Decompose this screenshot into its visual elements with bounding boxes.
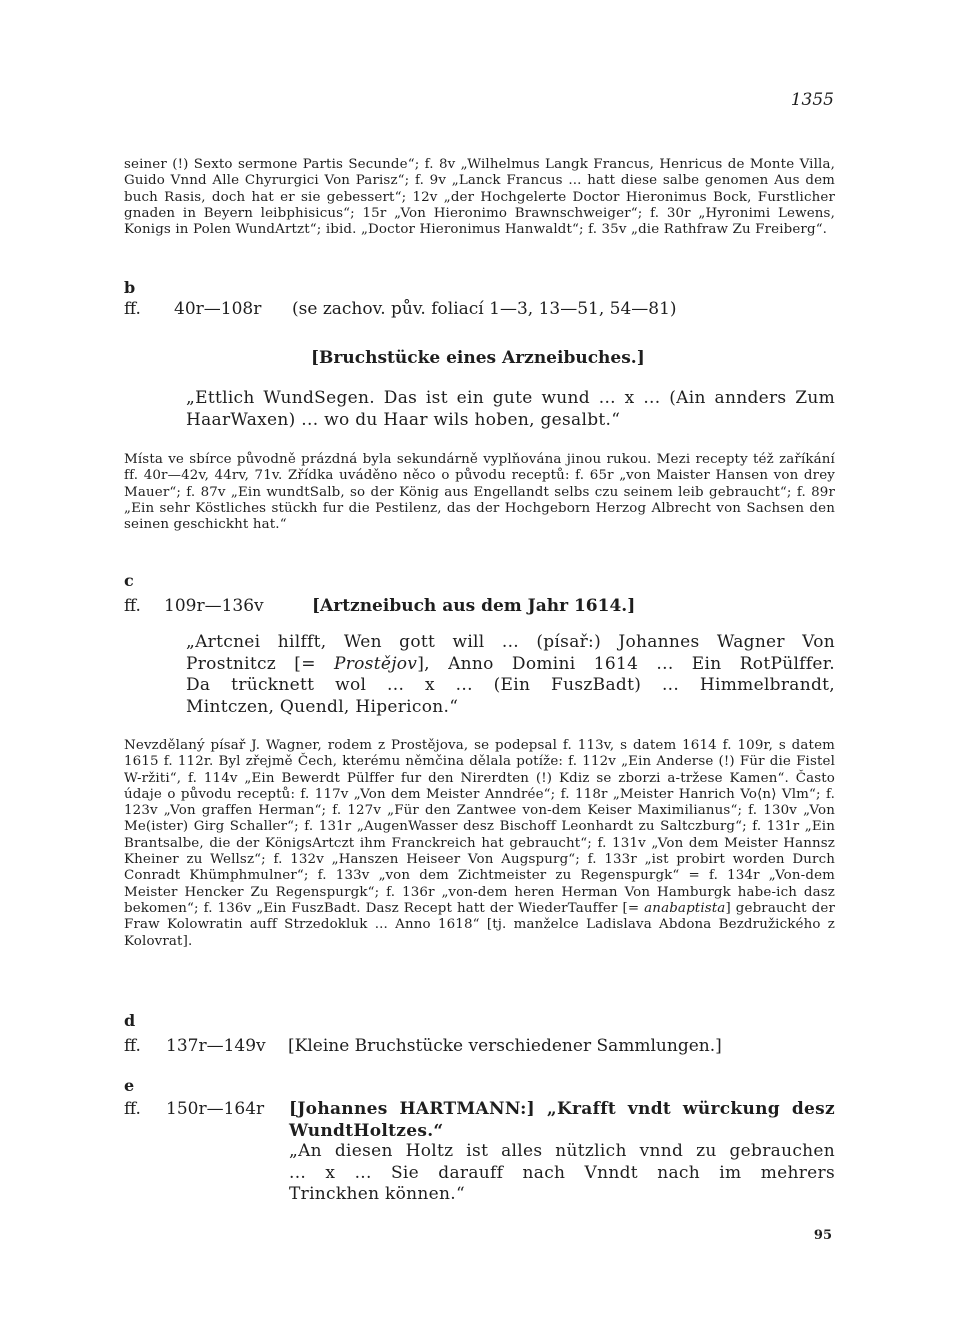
- section-c-title: [Artzneibuch aus dem Jahr 1614.]: [312, 596, 636, 616]
- footer-number: 95: [813, 1228, 832, 1243]
- section-d-ff: ff.: [124, 1036, 141, 1056]
- section-b-letter: b: [124, 278, 136, 297]
- section-c-quote-line-4: Mintczen, Quendl, Hipericon.“: [186, 696, 459, 717]
- section-c-note-part2: ] gebraucht der Fraw Kolowratin auff Strzedokluk ... Anno 1618“ [tj. manželce Ladislava Abdona Bezdružického z Kolovrat].: [124, 900, 836, 949]
- section-c-quote-line-3: Da trücknett wol ... x ... (Ein FuszBadt) ... Himmelbrandt,: [186, 675, 835, 695]
- section-e-quote-line-2: ... x ... Sie darauff nach Vnndt nach im mehrers: [289, 1162, 835, 1183]
- section-c-folio-row: [124, 596, 635, 616]
- section-e-range: 150r—164r: [166, 1099, 265, 1119]
- section-c-note-italic: anabaptista: [644, 900, 726, 916]
- section-c-range: 109r—136v: [164, 596, 264, 616]
- section-c-quote-line-1: „Artcnei hilfft, Wen gott will ... (písař:) Johannes Wagner Von: [186, 632, 835, 652]
- section-c-quote-place: Prostějov: [333, 653, 418, 674]
- intro-paragraph: seiner (!) Sexto sermone Partis Secunde“; f. 8v „Wilhelmus Langk Francus, Henricus de Monte Villa, Guido Vnnd Alle Chyrurgici Von Parisz“; f. 9v „Lanck Francus ... hatt diese salbe genomen Aus dem buch Rasis, doch hat er sie gebessert“; 12v „der Hochgelerte Doctor Hieronimus Bock, Furstlicher gnaden in Beyern leibphisicus“; 15r „Von Hieronimo Brawnschweiger“; f. 30r „Hyronimi Lewens, Konigs in Polen WundArtzt“; ibid. „Doctor Hieronimus Hanwaldt“; f. 35v „die Rathfraw Zu Freiberg“.: [124, 157, 835, 238]
- section-d-title: [Kleine Bruchstücke verschiedener Sammlungen.]: [288, 1036, 722, 1056]
- section-b-range: 40r—108r: [174, 299, 262, 319]
- section-e-quote-line-3: Trinckhen können.“: [289, 1184, 465, 1204]
- section-c-ff: ff.: [124, 596, 141, 616]
- section-c-quote: [186, 632, 835, 718]
- section-c-note: [124, 738, 835, 950]
- section-e-folio-row: [124, 1099, 264, 1119]
- section-b-note: Místa ve sbírce původně prázdná byla sekundárně vyplňována jinou rukou. Mezi recepty též zaříkání ff. 40r—42v, 44rv, 71v. Zřídka uváděno něco o původu receptů: f. 65r „von Maister Hansen von drey Mauer“; f. 87v „Ein wundtSalb, so der König aus Engellandt selbs czu seinem leib gebraucht“; f. 89r „Ein sehr Köstliches stückh fur die Pestilenz, das der Hochgeborn Herzog Albrecht von Sachsen den seinen geschickht hat.“: [124, 452, 835, 533]
- section-c-quote-line-2a: Prostnitcz [=: [186, 653, 334, 674]
- section-d-range: 137r—149v: [166, 1036, 266, 1056]
- section-c-quote-line-2: [186, 654, 835, 676]
- section-b-quote: „Ettlich WundSegen. Das ist ein gute wund ... x ... (Ain annders Zum HaarWaxen) ... wo du Haar wils hoben, gesalbt.“: [186, 388, 835, 430]
- section-d-folio-row: [124, 1036, 722, 1056]
- section-c-note-part1: Nevzdělaný písař J. Wagner, rodem z Prostějova, se podepsal f. 113v, s datem 1614 f. 109r, s datem 1615 f. 112r. Byl zřejmě Čech, kterému němčina dělala potíže: f. 112v „Ein Anderse (!) Für die Fistel W-ržiti“, f. 114v „Ein Bewerdt Pülffer fur den Nirerdten (!) Kdiz se zborzi a-tržese Kamen“. Často údaje o původu receptů: f. 117v „Von dem Meister Anndrée“; f. 118r „Meister Hanrich Vo⟨n⟩ Vlm“; f. 123v „Von graffen Herman“; f. 127v „Für den Zantwee von-dem Keiser Maximilianus“; f. 130v „Von Me(ister) Girg Schaller“; f. 131r „AugenWasser desz Bischoff Leonhardt zu Saltczburg“; f. 131r „Ein Brantsalbe, die der KönigsArtczt ihm Franckreich hat gebraucht“; f. 131v „Von dem Meister Hannsz Kheiner zu Wellsz“; f. 132v „Hanszen Heiseer Von Augspurg“; f. 133r „ist probirt worden Durch Conradt Khümphmulner“; f. 133v „von dem Zichtmeister zu Regenspurgk“ = f. 134r „Von-dem Meister Hencker Zu Regenspurgk“; f. 136r „von-dem heren Herman Von Hamburgk habe-ich dasz bekomen“; f. 136v „Ein FuszBadt. Dasz Recept hatt der WiederTauffer [=: [124, 738, 835, 916]
- page-number: 1355: [790, 90, 834, 110]
- section-b-folio-row: [124, 299, 677, 319]
- section-d-letter: d: [124, 1011, 136, 1030]
- section-e-title-line-2: WundtHoltzes.“: [289, 1120, 444, 1141]
- section-e-title: [289, 1099, 835, 1142]
- section-e-letter: e: [124, 1076, 135, 1095]
- section-e-quote: [289, 1141, 835, 1206]
- section-c-quote-line-2b: ], Anno Domini 1614 ... Ein RotPülffer.: [417, 653, 835, 674]
- section-e-title-line-1: [Johannes HARTMANN:] „Krafft vndt würckung desz: [289, 1099, 835, 1119]
- section-c-letter: c: [124, 571, 134, 590]
- section-e-ff: ff.: [124, 1099, 141, 1119]
- section-b-ff: ff.: [124, 299, 141, 319]
- section-e-quote-line-1: „An diesen Holtz ist alles nützlich vnnd zu gebrauchen: [289, 1141, 835, 1161]
- section-b-range-note: (se zachov. pův. foliací 1—3, 13—51, 54—81): [292, 299, 677, 319]
- section-b-title: [Bruchstücke eines Arzneibuches.]: [311, 348, 645, 368]
